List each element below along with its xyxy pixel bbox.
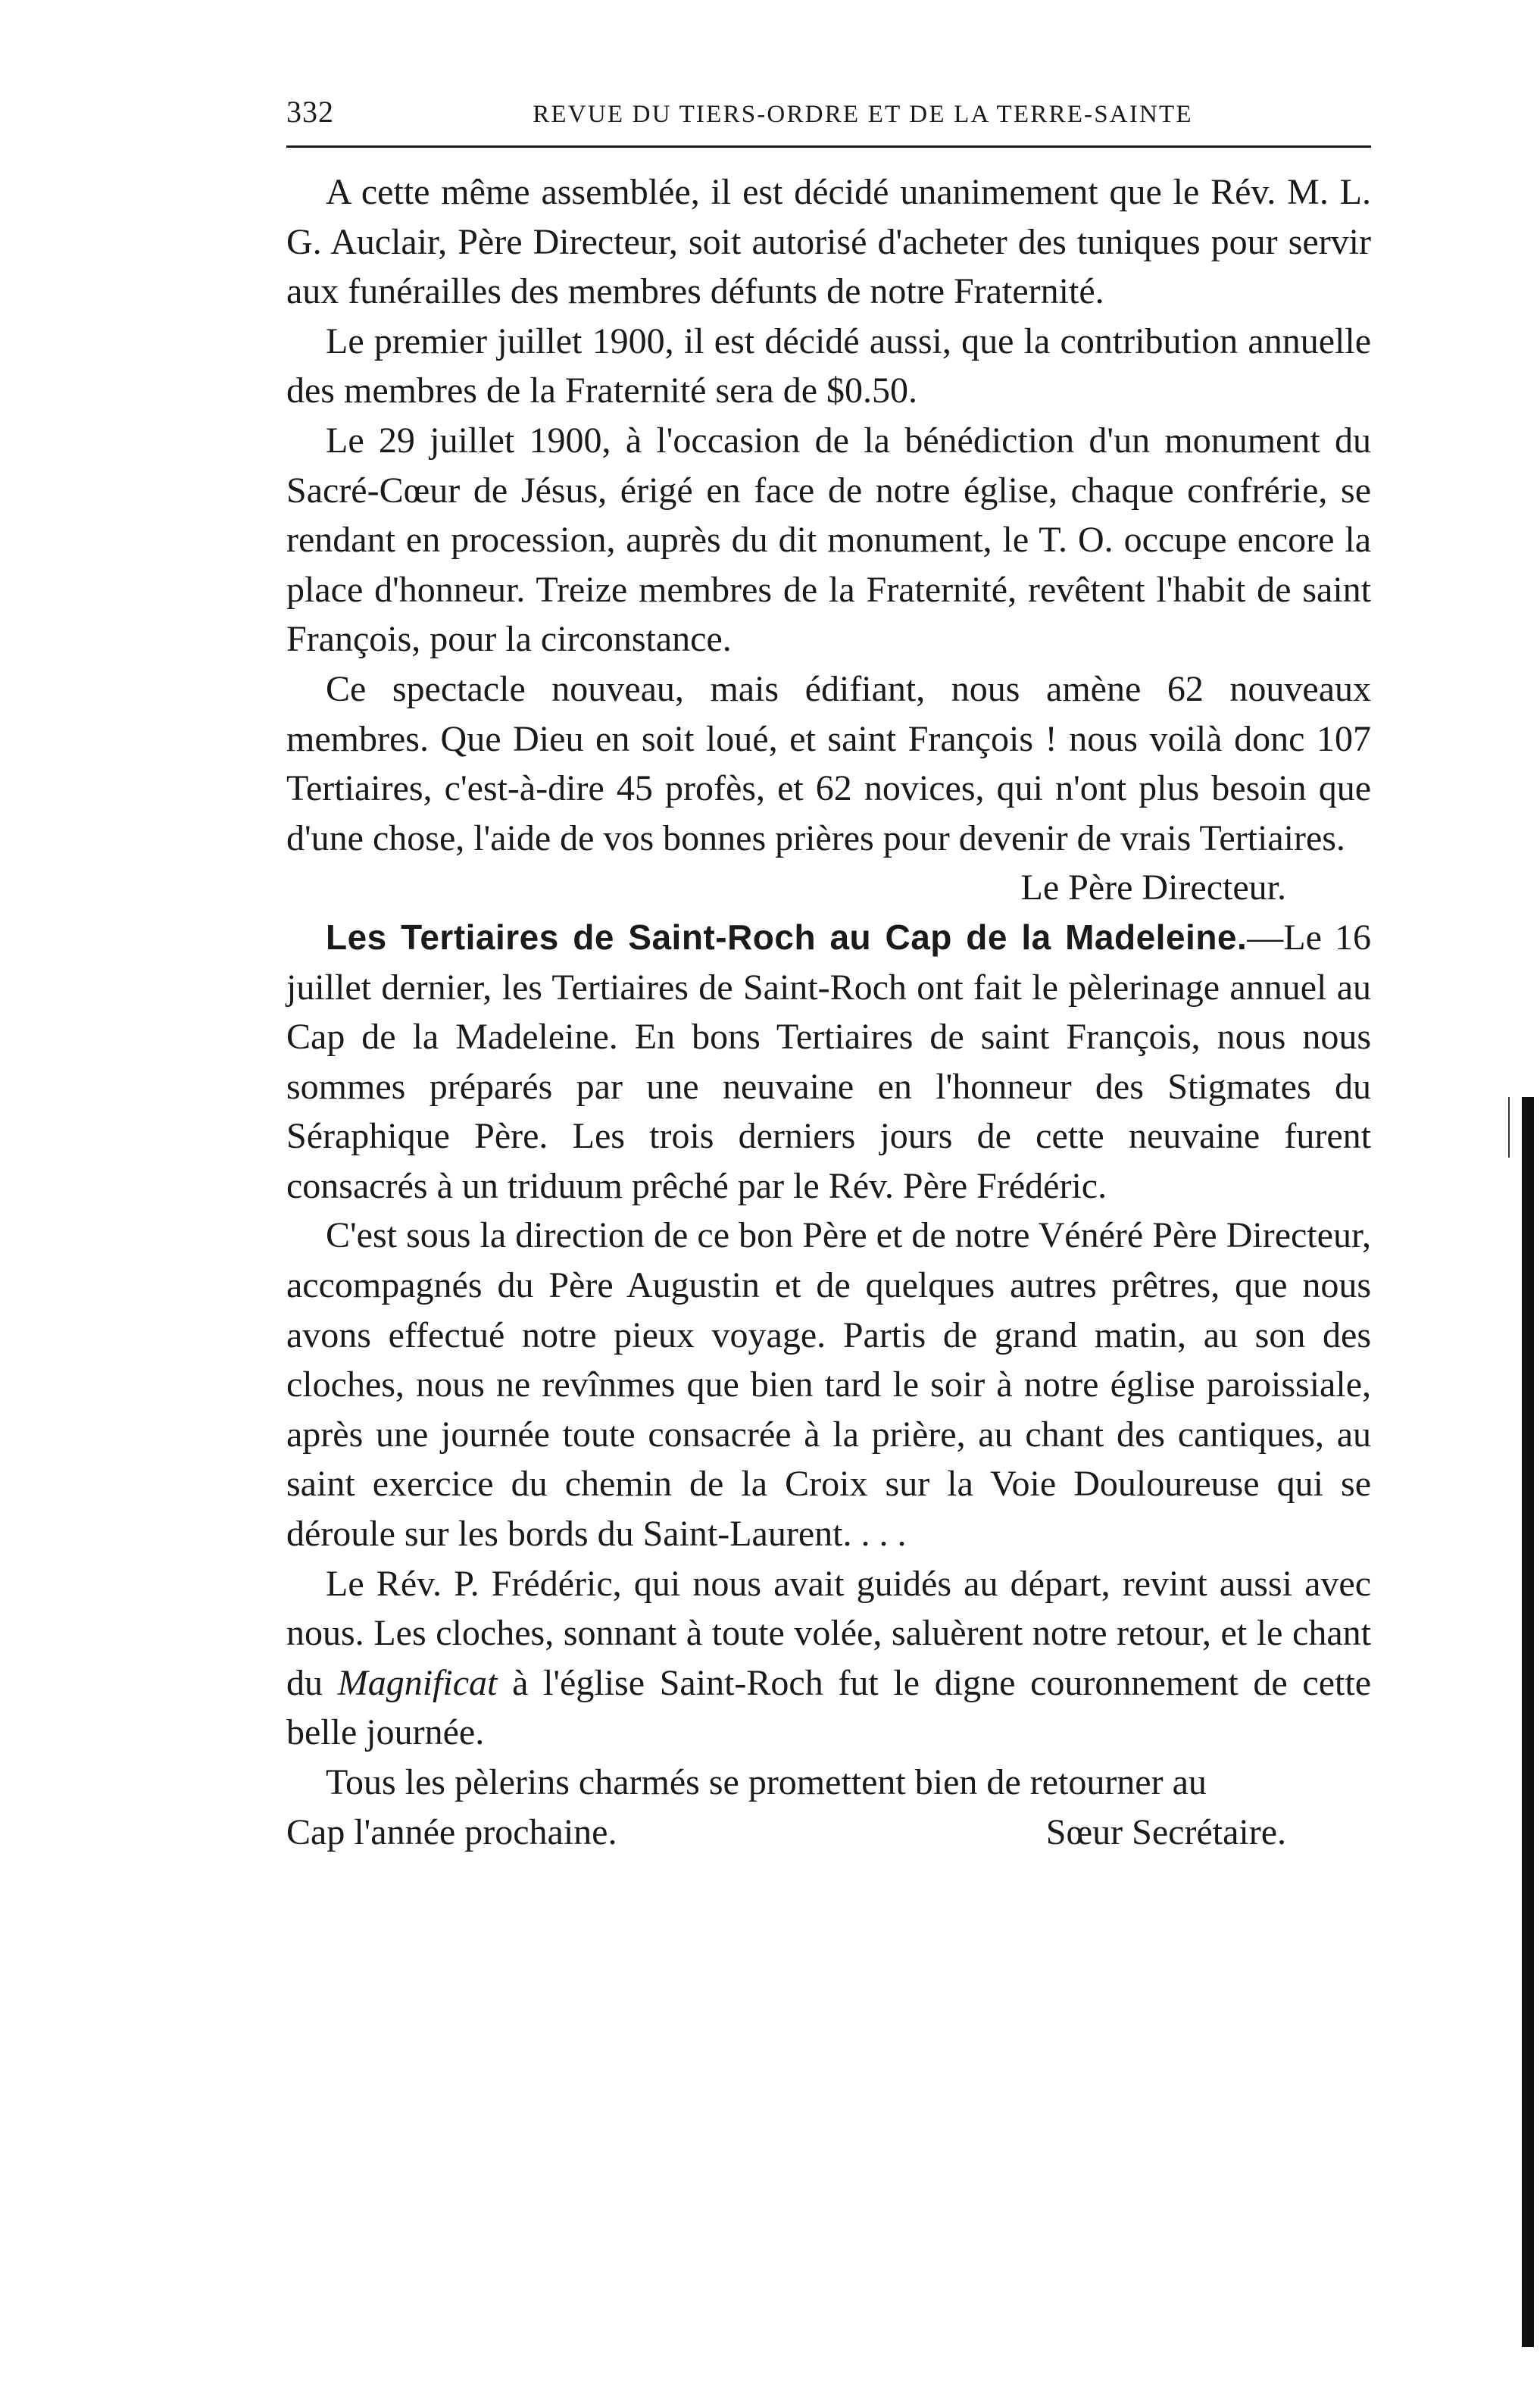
paragraph-contribution: Le premier juillet 1900, il est décidé aussi, que la contribution annuelle des membres de la Fraternité sera de $0.50.	[286, 320, 1371, 411]
paragraph-pilgrimage: C'est sous la direction de ce bon Père et de notre Vénéré Père Directeur, accompagnés du Père Augustin et de quelques autres prêtres, que nous avons effectué notre pieux voyage. Partis de grand matin, au son des cloches, nous ne revînmes que bien tard le soir à notre église paroissiale, après une journée toute consacrée à la prière, au chant des cantiques, au saint exercice du chemin de la Croix sur la Voie Douloureuse qui se déroule sur les bords du Saint-Laurent. . . .	[286, 1215, 1371, 1555]
paragraph-assembly: A cette même assemblée, il est décidé unanimement que le Rév. M. L. G. Auclair, Père Directeur, soit autorisé d'acheter des tuniques pour servir aux funérailles des membres défunts de notre Fraternité.	[286, 172, 1371, 312]
page-header	[286, 89, 1371, 135]
running-title: REVUE DU TIERS-ORDRE ET DE LA TERRE-SAINTE	[533, 101, 1193, 128]
closing-line	[286, 1808, 1371, 1858]
signature-soeur-secretaire: Sœur Secrétaire.	[1045, 1811, 1286, 1852]
magnificat-title: Magnificat	[337, 1662, 498, 1703]
paragraph-return	[286, 1559, 1371, 1758]
header-rule	[286, 145, 1371, 148]
return-text-before: Le Rév. P. Frédéric, qui nous avait guidés au départ, revint aussi avec nous. Les cloches, sonnant à toute volée, saluèrent notre retour, et le chant du	[286, 1563, 1371, 1703]
paragraph-new-members: Ce spectacle nouveau, mais édifiant, nous amène 62 nouveaux membres. Que Dieu en soit loué, et saint François ! nous voilà donc 107 Tertiaires, c'est-à-dire 45 profès, et 62 novices, qui n'ont plus besoin que d'une chose, l'aide de vos bonnes prières pour devenir de vrais Tertiaires.	[286, 668, 1371, 858]
section-lead-text: —Le 16 juillet dernier, les Tertiaires de Saint-Roch ont fait le pèlerinage annuel au Cap de la Madeleine. En bons Tertiaires de saint François, nous nous sommes préparés par une neuvaine en l'honneur des Stigmates du Séraphique Père. Les trois derniers jours de cette neuvaine furent consacrés à un triduum prêché par le Rév. Père Frédéric.	[286, 917, 1372, 1206]
closing-text: Cap l'année prochaine.	[286, 1811, 617, 1852]
body-text	[286, 167, 1371, 1857]
paragraph-closing: Tous les pèlerins charmés se promettent bien de retourner au	[326, 1762, 1207, 1802]
paragraph-monument: Le 29 juillet 1900, à l'occasion de la bénédiction d'un monument du Sacré-Cœur de Jésus, érigé en face de notre église, chaque confrérie, se rendant en procession, auprès du dit monument, le T. O. occupe encore la place d'honneur. Treize membres de la Fraternité, revêtent l'habit de saint François, pour la circonstance.	[286, 420, 1371, 660]
signature-pere-directeur: Le Père Directeur.	[1020, 867, 1286, 908]
section-lead-paragraph	[286, 913, 1371, 1211]
document-page	[286, 89, 1371, 1857]
section-heading: Les Tertiaires de Saint-Roch au Cap de la Madeleine.	[326, 917, 1248, 957]
return-text-after: à l'église Saint-Roch fut le digne couronnement de cette belle journée.	[286, 1662, 1372, 1753]
page-number: 332	[286, 95, 334, 129]
scan-edge-line	[1508, 1097, 1510, 1158]
scan-edge-shadow	[1522, 1097, 1534, 2347]
